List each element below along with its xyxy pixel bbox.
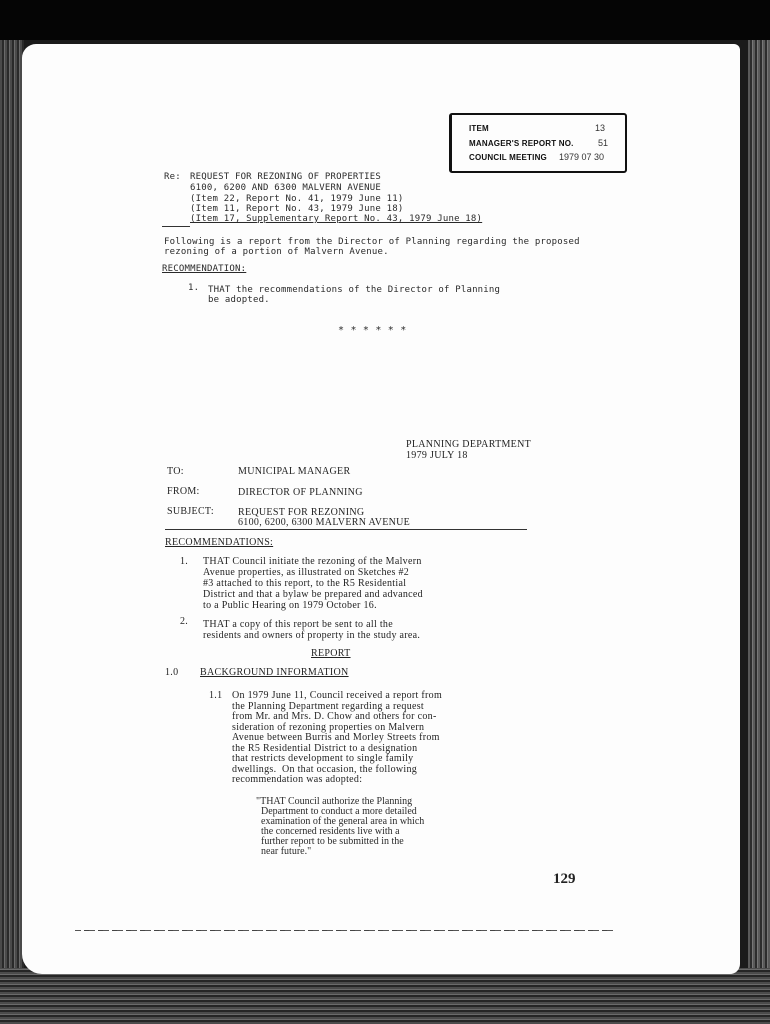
section-1-title: BACKGROUND INFORMATION [200,667,349,678]
recommendation-1-line-1: THAT Council initiate the rezoning of the Malvern [203,556,422,567]
recommendation-2-line-1: THAT a copy of this report be sent to all the [203,619,393,630]
memo-subject-label: SUBJECT: [167,506,214,517]
re-line-4: (Item 11, Report No. 43, 1979 June 18) [190,204,404,214]
stamp-meeting-value: 1979 07 30 [559,152,605,162]
memo-subject-line-2: 6100, 6200, 6300 MALVERN AVENUE [238,517,411,528]
paragraph-1-1-line-8: dwellings. On that occasion, the following [232,764,418,775]
recommendation-1-line-4: District and that a bylaw be prepared and advanced [203,589,423,600]
stamp-item-value: 13 [595,123,606,133]
paragraph-1-1-line-7: that restricts development to single family [232,753,414,764]
manager-recommendation-line-1: THAT the recommendations of the Director of Planning [208,285,501,295]
scanner-bottom-edge [0,968,770,1024]
agenda-stamp [449,113,627,173]
stamp-meeting-label: COUNCIL MEETING [469,153,547,162]
paragraph-1-1-line-2: the Planning Department regarding a request [232,701,425,712]
department-name: PLANNING DEPARTMENT [406,439,532,450]
recommendation-2-number: 2. [180,616,189,627]
scanner-right-edge [748,40,770,1024]
re-prefix: Re: [164,172,181,182]
paragraph-1-1-line-5: Avenue between Burris and Morley Streets from [232,732,440,743]
paragraph-1-1-line-9: recommendation was adopted: [232,774,363,785]
page-number: 129 [553,871,576,887]
quote-line-1: "THAT Council authorize the Planning [256,796,413,807]
quote-line-3: examination of the general area in which [261,816,425,827]
memo-from-label: FROM: [167,486,200,497]
scanner-top-edge [0,0,770,40]
paragraph-1-1-line-4: sideration of rezoning properties on Malvern [232,722,425,733]
paragraph-1-1-line-6: the R5 Residential District to a designation [232,743,418,754]
stamp-report-label: MANAGER'S REPORT NO. [469,139,574,148]
intro-line-2: rezoning of a portion of Malvern Avenue. [164,247,389,257]
memo-to-label: TO: [167,466,184,477]
memo-from-value: DIRECTOR OF PLANNING [238,487,363,498]
re-underline [162,226,190,227]
paragraph-1-1-line-1: On 1979 June 11, Council received a report from [232,690,443,701]
paragraph-1-1-line-3: from Mr. and Mrs. D. Chow and others for con- [232,711,437,722]
manager-recommendation-heading: RECOMMENDATION: [162,264,247,274]
memo-header-rule [165,529,527,530]
recommendations-heading: RECOMMENDATIONS: [165,537,274,548]
manager-recommendation-line-2: be adopted. [208,295,270,305]
re-line-1: REQUEST FOR REZONING OF PROPERTIES [190,172,382,182]
scanner-left-edge [0,40,24,1024]
paragraph-1-1-number: 1.1 [209,690,223,701]
section-separator-stars: * * * * * * [338,325,407,336]
quote-line-4: the concerned residents live with a [261,826,400,837]
manager-recommendation-number: 1. [188,283,200,293]
re-line-2: 6100, 6200 AND 6300 MALVERN AVENUE [190,183,382,193]
recommendation-1-line-3: #3 attached to this report, to the R5 Residential [203,578,407,589]
quote-line-2: Department to conduct a more detailed [261,806,417,817]
stamp-item-label: ITEM [469,124,489,133]
quote-line-5: further report to be submitted in the [261,836,404,847]
stamp-report-value: 51 [598,138,609,148]
re-line-3: (Item 22, Report No. 41, 1979 June 11) [190,194,404,204]
department-date: 1979 JULY 18 [406,450,468,461]
re-line-5: (Item 17, Supplementary Report No. 43, 1979 June 18) [190,214,483,224]
recommendation-1-line-5: to a Public Hearing on 1979 October 16. [203,600,377,611]
memo-to-value: MUNICIPAL MANAGER [238,466,351,477]
memo-subject-line-1: REQUEST FOR REZONING [238,507,365,518]
bottom-scan-line [75,930,615,931]
section-1-number: 1.0 [165,667,179,678]
intro-line-1: Following is a report from the Director of Planning regarding the proposed [164,237,580,247]
quote-line-6: near future." [261,846,312,857]
recommendation-1-number: 1. [180,556,189,567]
recommendation-1-line-2: Avenue properties, as illustrated on Sketches #2 [203,567,410,578]
recommendation-2-line-2: residents and owners of property in the study area. [203,630,421,641]
report-heading: REPORT [311,648,351,659]
